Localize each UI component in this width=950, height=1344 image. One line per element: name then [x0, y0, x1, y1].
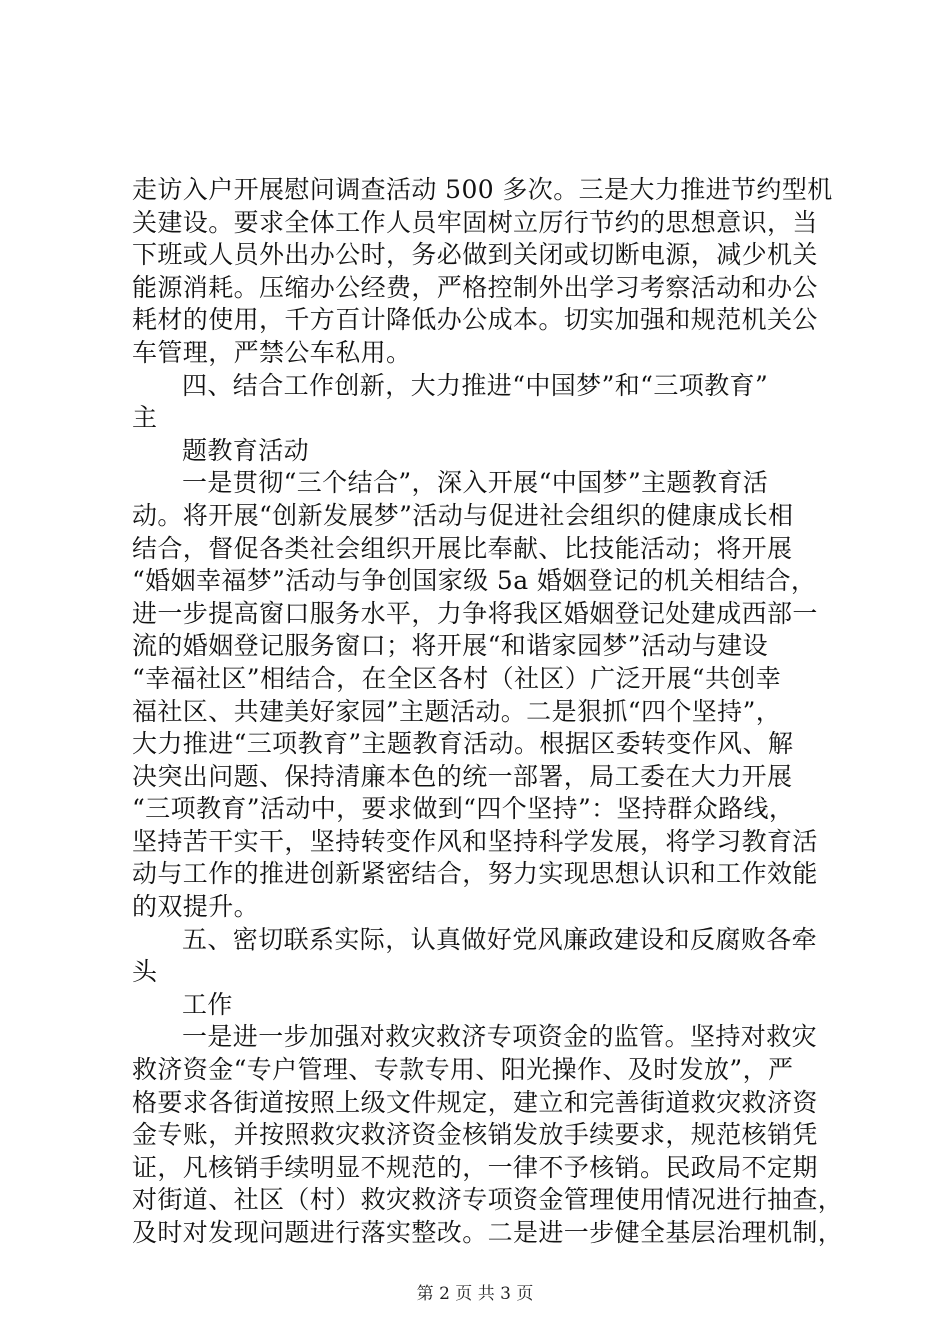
text-line: 动。将开展“创新发展梦”活动与促进社会组织的健康成长相 — [132, 500, 794, 530]
text-line: 对街道、社区（村）救灾救济专项资金管理使用情况进行抽查， — [132, 1185, 844, 1215]
text-line: 及时对发现问题进行落实整改。二是进一步健全基层治理机制， — [132, 1218, 844, 1247]
text-line: 福社区、共建美好家园”主题活动。二是狠抓“四个坚持”， — [132, 696, 782, 726]
text-line: 金专账，并按照救灾救济资金核销发放手续要求，规范核销凭 — [132, 1120, 818, 1150]
text-line: 救济资金“专户管理、专款专用、阳光操作、及时发放”，严 — [132, 1055, 794, 1085]
text-line: 流的婚姻登记服务窗口；将开展“和谐家园梦”活动与建设 — [132, 631, 768, 661]
section-heading-line: 四、结合工作创新，大力推进“中国梦”和“三项教育” — [182, 370, 769, 400]
text-line: 进一步提高窗口服务水平，力争将我区婚姻登记处建成西部一 — [132, 598, 818, 628]
page-number-footer: 第 2 页 共 3 页 — [416, 1284, 534, 1304]
text-line: 下班或人员外出办公时，务必做到关闭或切断电源，减少机关 — [132, 240, 818, 270]
document-body — [132, 174, 842, 1250]
text-line: 一是贯彻“三个结合”，深入开展“中国梦”主题教育活 — [182, 468, 769, 498]
text-line: 耗材的使用，千方百计降低办公成本。切实加强和规范机关公 — [132, 305, 818, 335]
text-line: 一是进一步加强对救灾救济专项资金的监管。坚持对救灾 — [182, 1022, 818, 1052]
text-line: 决突出问题、保持清廉本色的统一部署，局工委在大力开展 — [132, 761, 793, 791]
text-line: 能源消耗。压缩办公经费，严格控制外出学习考察活动和办公 — [132, 272, 818, 302]
text-line: 证，凡核销手续明显不规范的，一律不予核销。民政局不定期 — [132, 1152, 818, 1182]
section-heading-line: 主 — [132, 403, 158, 433]
text-line: 大力推进“三项教育”主题教育活动。根据区委转变作风、解 — [132, 729, 794, 759]
text-line: “婚姻幸福梦”活动与争创国家级 5a 婚姻登记的机关相结合， — [132, 566, 817, 596]
text-line: 结合，督促各类社会组织开展比奉献、比技能活动；将开展 — [132, 533, 793, 563]
text-line: “三项教育”活动中，要求做到“四个坚持”：坚持群众路线， — [132, 794, 795, 824]
text-line: 走访入户开展慰问调查活动 500 多次。三是大力推进节约型机 — [132, 175, 833, 204]
text-line: 车管理，严禁公车私用。 — [132, 337, 412, 367]
text-line: 坚持苦干实干，坚持转变作风和坚持科学发展，将学习教育活 — [132, 826, 818, 856]
section-heading-line: 题教育活动 — [182, 435, 310, 465]
text-line: 格要求各街道按照上级文件规定，建立和完善街道救灾救济资 — [132, 1087, 818, 1117]
text-line: 关建设。要求全体工作人员牢固树立厉行节约的思想意识，当 — [132, 207, 818, 237]
text-line: 的双提升。 — [132, 892, 260, 922]
section-heading-line: 五、密切联系实际，认真做好党风廉政建设和反腐败各牵 — [182, 924, 818, 954]
section-heading-line: 工作 — [182, 989, 233, 1019]
section-heading-line: 头 — [132, 957, 158, 987]
text-line: 动与工作的推进创新紧密结合，努力实现思想认识和工作效能 — [132, 859, 818, 889]
text-line: “幸福社区”相结合，在全区各村（社区）广泛开展“共创幸 — [132, 663, 782, 693]
